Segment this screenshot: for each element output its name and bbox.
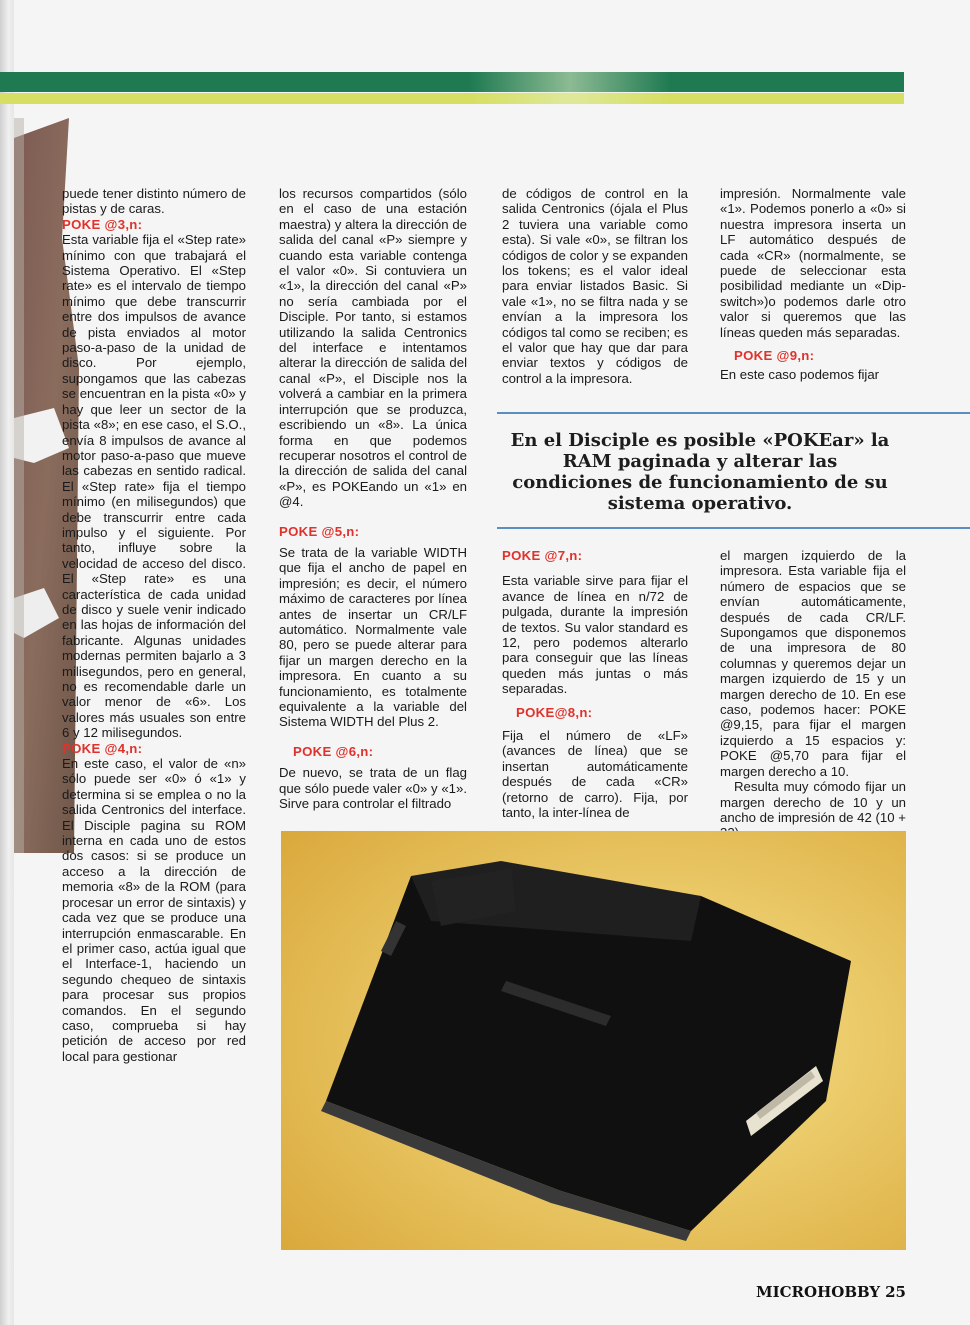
text-column-4-lower: [720, 548, 906, 841]
section-heading: POKE @3,n:: [62, 216, 143, 232]
disciple-interface-photo: [281, 831, 906, 1250]
magazine-name: MICROHOBBY: [755, 1283, 881, 1301]
page-number: 25: [885, 1283, 906, 1301]
paragraph: el margen izquierdo de la impresora. Esta variable fija el número de espacios que se envían automáticamente, después de cada CR/LF. Supongamos que disponemos de una impresora de 80 columnas y queremos dejar un margen izquierdo de 15 y un margen derecho de 10. En ese caso, podemos hacer: POKE @9,15, para fijar el margen izquierdo a 15 espacios y: POKE @5,70 para fijar el margen derecho a 10.: [720, 548, 906, 779]
paragraph: los recursos compartidos (sólo en el caso de una estación maestra) y altera la dirección de salida del canal «P» siempre y cuando esta variable contenga el valor «0». Si contuviera un «1», la dirección del canal «P» no sería cambiada por el Disciple. Por tanto, si estamos utilizando la salida Centronics del interface e intentamos alterar la dirección de salida del canal «P», el Disciple nos la volverá a cambiar en la primera interrupción que se produzca, escribiendo un «8». La única forma en que podemos recuperar nosotros el control de la dirección de salida del canal «P», es POKEando un «1» en @4.: [279, 186, 467, 510]
text-column-2: [279, 186, 467, 811]
header-band-green: [0, 72, 904, 92]
paragraph: puede tener distinto número de pistas y de caras.: [62, 186, 246, 217]
paragraph: Fija el número de «LF» (avances de línea) que se insertan automáticamente después de cada «CR» (retorno de carro). Fija, por tanto, la inter-línea de: [502, 728, 688, 821]
paragraph: de códigos de control en la salida Centronics (ójala el Plus 2 tuviera una variable como esta). Si vale «0», se filtran los códigos de color y se expanden los tokens; es el valor ideal para enviar listados Basic. Si vale «1», no se filtra nada y se envían a la impresora los códigos tal como se reciben; es el valor que hay que dar para enviar textos y códigos de control a la impresora.: [502, 186, 688, 386]
section-heading: POKE@8,n:: [516, 704, 593, 720]
text-column-3-lower: [502, 548, 688, 821]
paragraph: Se trata de la variable WIDTH que fija el ancho de papel en impresión; es decir, el número máximo de caracteres por línea antes de insertar un CR/LF automático. Normalmente vale 80, pero se puede alterar para fijar un margen derecho en la impresora. En cuanto a su funcionamiento, es totalmente equivalente a la variable del Sistema WIDTH del Plus 2.: [279, 544, 467, 730]
section-heading: POKE @6,n:: [293, 743, 374, 759]
section-heading: POKE @4,n:: [62, 740, 143, 756]
text-column-4: [720, 186, 906, 383]
header-band-highlight: [470, 72, 670, 104]
pullquote-rule-top: [497, 412, 970, 414]
paragraph: De nuevo, se trata de un flag que sólo puede valer «0» y «1». Sirve para controlar el filtrado: [279, 765, 467, 812]
section-heading: POKE @7,n:: [502, 548, 583, 563]
paragraph: Resulta muy cómodo fijar un margen derecho de 10 y un ancho de impresión de 42 (10 +: [720, 779, 906, 825]
page-footer: [756, 1283, 906, 1301]
paragraph: impresión. Normalmente vale «1». Podemos ponerlo a «0» si nuestra impresora inserta un LF automático después de cada «CR» (normalmente, se puede de seleccionar esta posibilidad mediante un «Dip-switch»)o podemos darle otro valor si queremos que las líneas queden más separadas.: [720, 186, 906, 340]
paragraph: Esta variable sirve para fijar el avance de línea en n/72 de pulgada, durante la impresión de textos. Su valor standard es 12, pero podemos alterarlo para conseguir que las líneas queden más juntas o más separadas.: [502, 573, 688, 697]
header-band-yellow: [0, 93, 904, 104]
paragraph: En este caso, el valor de «n» sólo puede ser «0» ó «1» y determina si se emplea o no la salida Centronics del interface. El Disciple pagina su ROM interna en cada uno de estos dos casos: si se produce un acceso a la dirección de memoria «8» de la ROM (para procesar un error de sintaxis) y cada vez que se produce una interrupción enmascarable. En el primer caso, actúa igual que el Interface-1, haciendo un segundo chequeo de sintaxis para procesar sus propios comandos. En el segundo caso, comprueba si hay petición de acceso por red local para gestionar: [62, 756, 246, 1064]
page-binding-edge: [0, 0, 14, 1325]
section-heading: POKE @5,n:: [279, 523, 360, 539]
paragraph: En este caso podemos fijar: [720, 367, 880, 383]
text-column-3: [502, 186, 688, 386]
section-heading: POKE @9,n:: [734, 348, 815, 364]
pullquote: En el Disciple es posible «POKEar» la RAM paginada y alterar las condiciones de funcionamiento de su sistema operativo.: [510, 430, 890, 514]
pullquote-rule-bottom: [497, 527, 970, 529]
text-column-1: [62, 186, 246, 1064]
paragraph: Esta variable fija el «Step rate» mínimo con que trabajará el Sistema Operativo. El «Step rate» es el intervalo de tiempo mínimo que debe transcurrir entre dos impulsos de avance de pista enviados al motor paso-a-paso de la unidad de disco. Por ejemplo, supongamos que las cabezas se encuentran en la pista «0» y hay que leer un sector de la pista «8»; en ese caso, el S.O., envía 8 impulsos de avance al motor paso-a-paso que mueve las cabezas en sentido radical. El «Step rate» fija el tiempo mínimo (en milisegundos) que debe transcurrir entre cada impulso y el siguiente. Por tanto, influye sobre la velocidad de acceso del disco. El «Step rate» es una característica de cada unidad de disco y suele venir indicado en las hojas de información del fabricante. Algunas unidades modernas permiten bajarlo a 3 milisegundos, pero en general, no es recomendable darle un valor menor de «6». Los valores más usuales son entre 6 y 12 milisegundos.: [62, 232, 246, 741]
